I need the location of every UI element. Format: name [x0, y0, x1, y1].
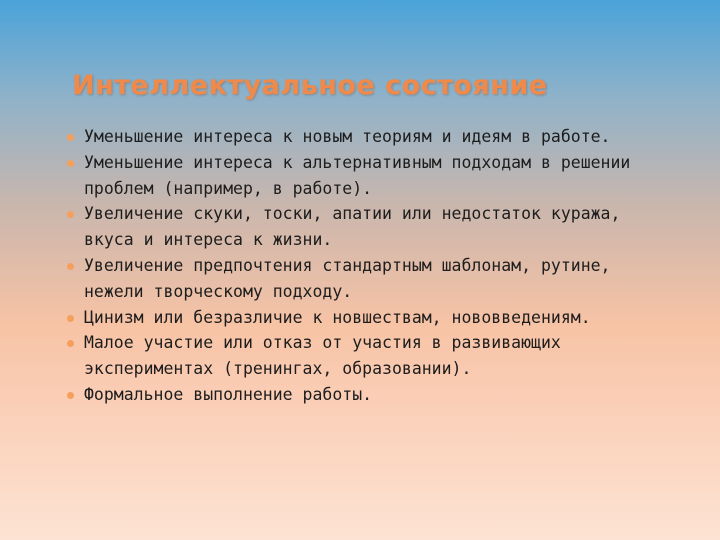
bullet-list — [64, 124, 664, 408]
bullet-text: Уменьшение интереса к новым теориям и идеям в работе. — [84, 127, 611, 146]
bullet-item — [64, 382, 664, 408]
bullet-item — [64, 124, 664, 150]
bullet-item — [64, 201, 664, 253]
circle-bullet-icon — [67, 134, 74, 141]
circle-bullet-icon — [67, 160, 74, 167]
bullet-item — [64, 305, 664, 331]
bullet-text: Увеличение скуки, тоски, апатии или недостаток куража, вкуса и интереса к жизни. — [84, 204, 621, 250]
bullet-text: Уменьшение интереса к альтернативным подходам в решении проблем (например, в работе). — [84, 152, 631, 198]
bullet-text: Цинизм или безразличие к новшествам, нововведениям. — [84, 307, 591, 327]
bullet-item — [64, 253, 664, 305]
circle-bullet-icon — [67, 211, 74, 218]
circle-bullet-icon — [67, 340, 74, 347]
bullet-item — [64, 150, 664, 202]
bullet-item — [64, 330, 664, 382]
slide-title: Интеллектуальное состояние — [72, 70, 548, 101]
circle-bullet-icon — [67, 315, 74, 322]
bullet-text: Увеличение предпочтения стандартным шаблонам, рутине, нежели творческому подходу. — [84, 255, 611, 301]
circle-bullet-icon — [67, 263, 74, 270]
bullet-text: Формальное выполнение работы. — [84, 384, 373, 404]
circle-bullet-icon — [67, 392, 74, 399]
bullet-text: Малое участие или отказ от участия в развивающих экспериментах (тренингах, образовании). — [84, 333, 561, 379]
